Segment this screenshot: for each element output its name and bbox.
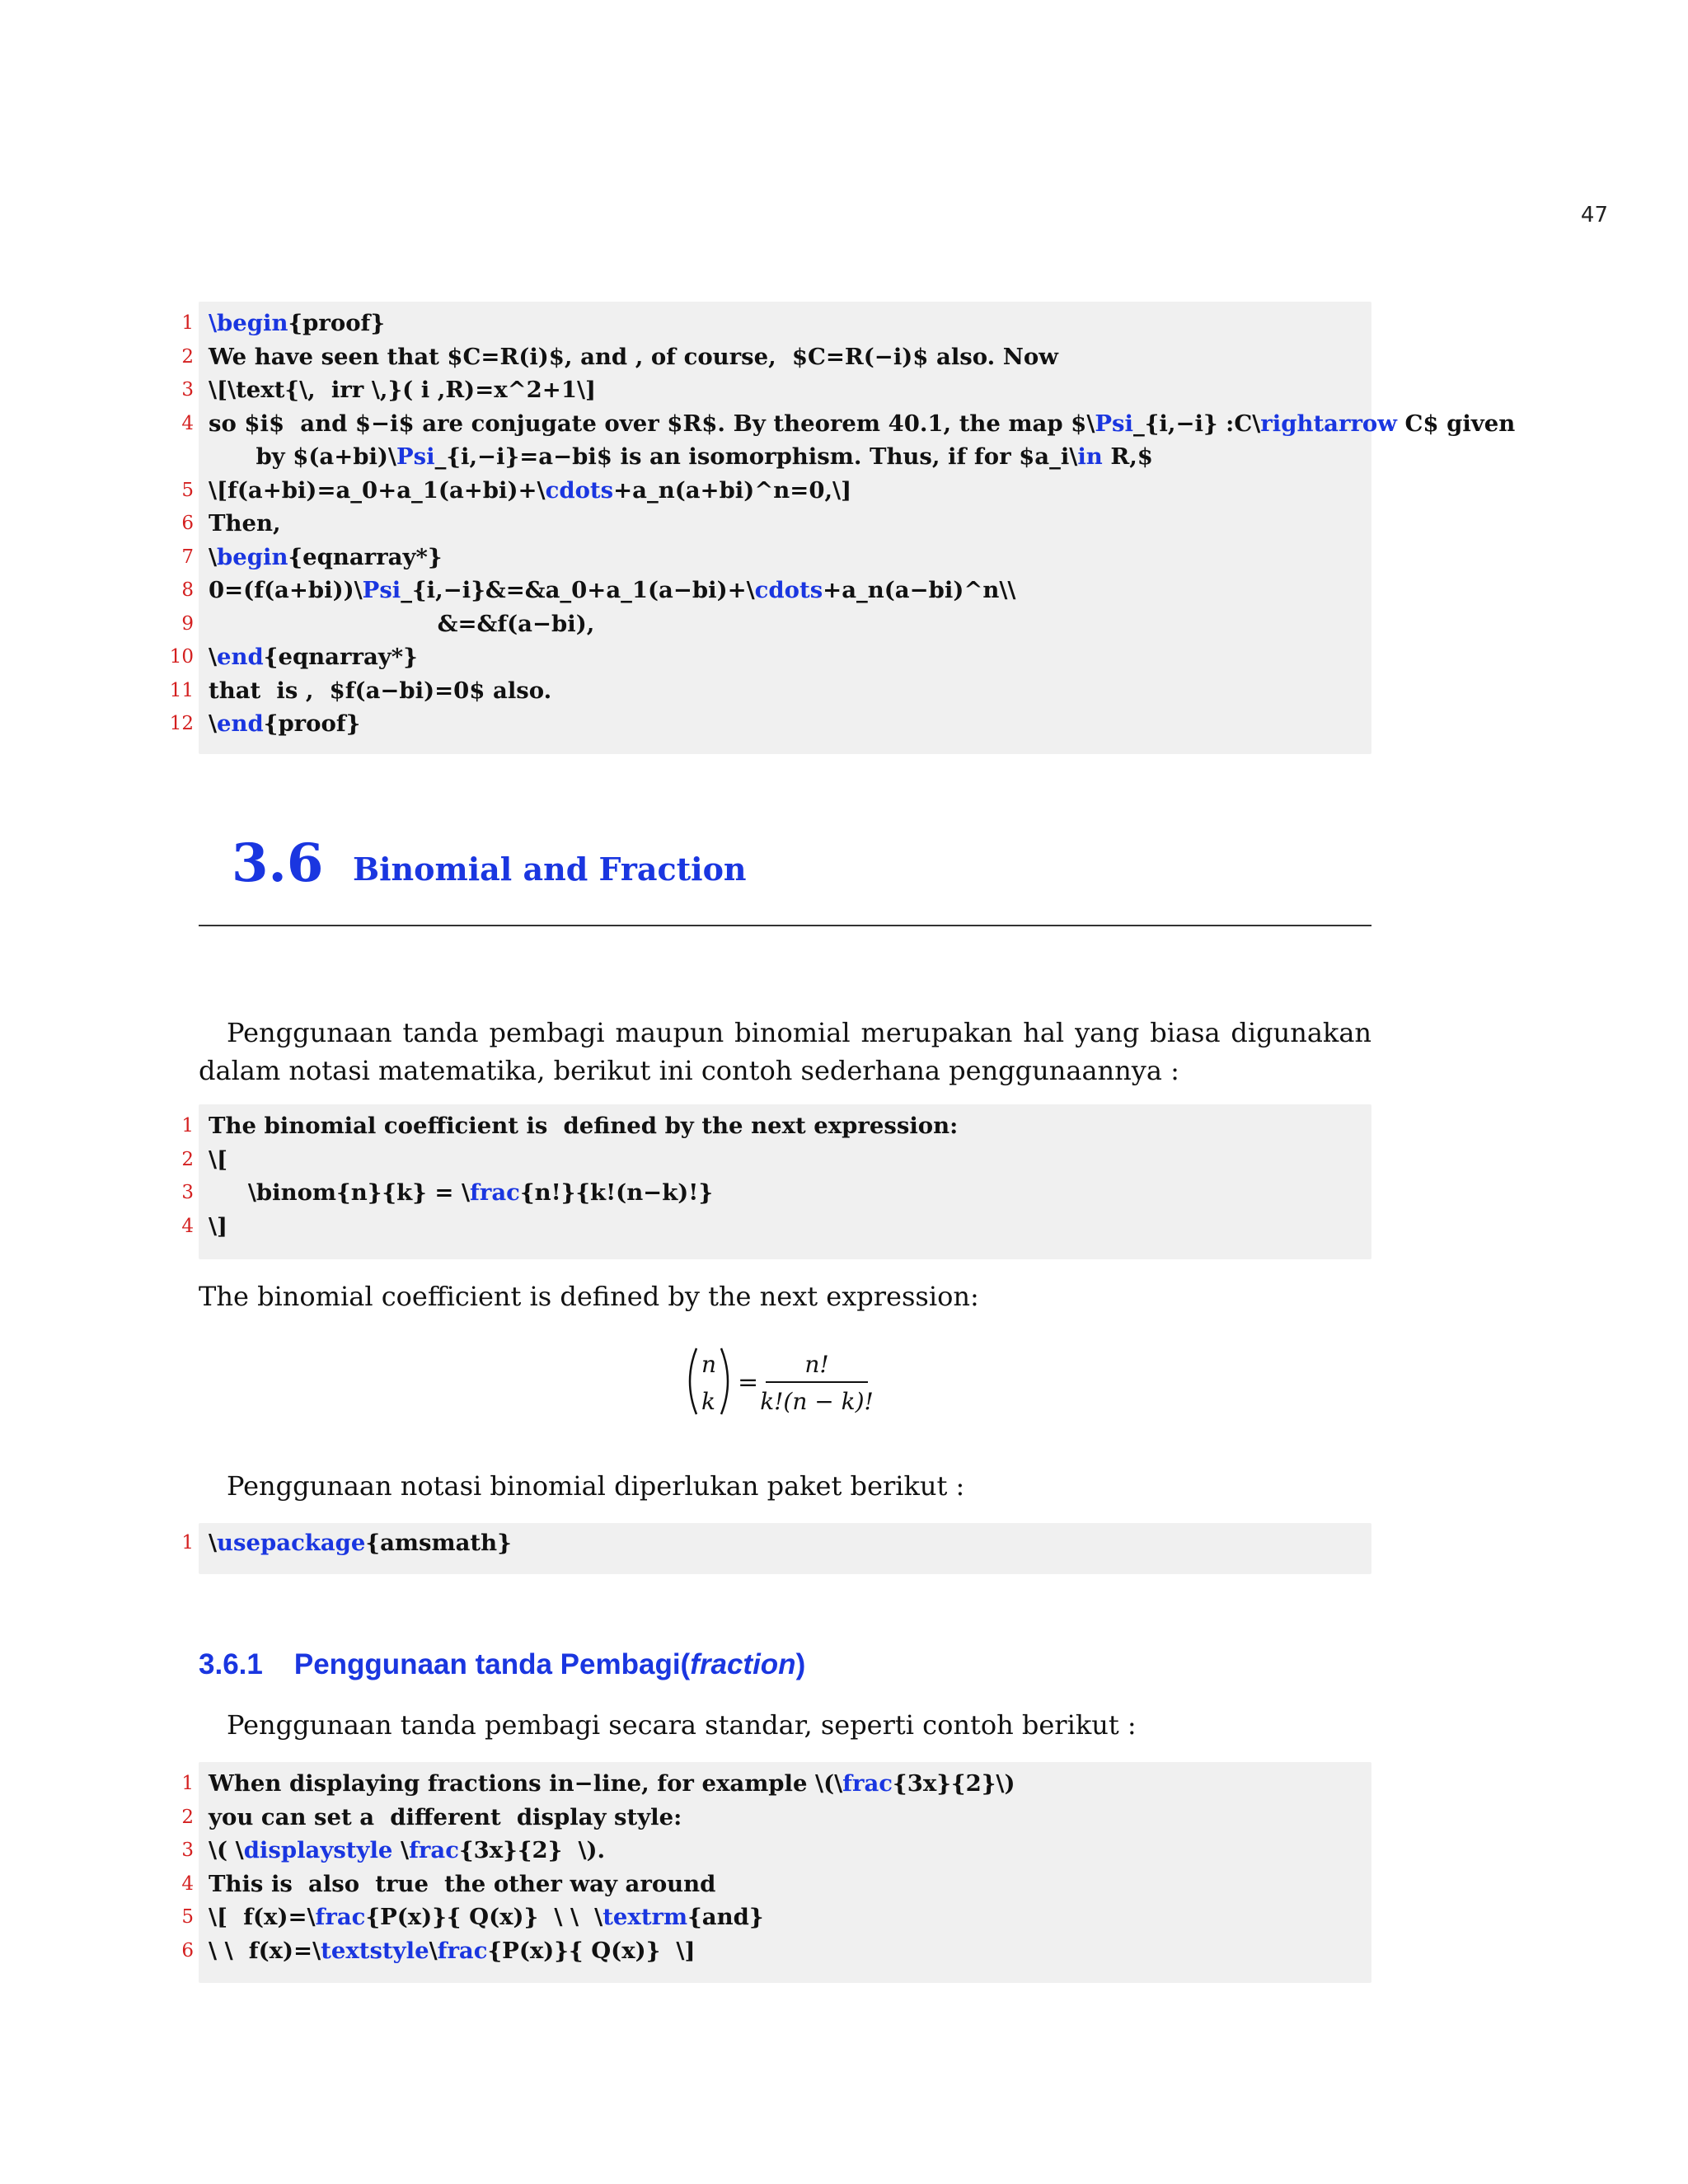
code-text: \( \displaystyle \frac{3x}{2} \). xyxy=(209,1837,606,1863)
line-number: 4 xyxy=(181,412,194,434)
code-line xyxy=(181,1210,1372,1244)
code-line xyxy=(181,373,1372,407)
code-text: so $i$ and $−i$ are conjugate over $R$. By theorem 40.1, the map $\Psi_{i,−i} :C\rightarrow C$ given xyxy=(209,410,1516,437)
code-listing-usepackage xyxy=(181,1523,1372,1574)
code-text: \begin{proof} xyxy=(209,310,386,336)
code-text: you can set a different display style: xyxy=(209,1803,682,1830)
subsection-heading xyxy=(199,1648,805,1681)
line-number: 5 xyxy=(181,1906,194,1928)
binomial-formula-graphic xyxy=(685,1343,899,1426)
line-number: 7 xyxy=(181,546,194,568)
code-listing-fraction xyxy=(181,1762,1372,1983)
equals-sign: = xyxy=(738,1368,759,1397)
code-text: \begin{eqnarray*} xyxy=(209,543,443,570)
code-line xyxy=(169,707,1372,741)
subsection-title-italic: fraction xyxy=(690,1648,796,1680)
code-line xyxy=(181,1801,1372,1835)
left-paren xyxy=(690,1348,696,1414)
line-number: 6 xyxy=(181,513,194,534)
code-line xyxy=(181,474,1372,508)
code-line xyxy=(169,640,1372,674)
code-text: Then, xyxy=(209,510,281,537)
section-rule xyxy=(199,925,1372,926)
code-line xyxy=(181,1526,1372,1560)
code-line xyxy=(181,607,1372,641)
code-text: \[f(a+bi)=a_0+a_1(a+bi)+\cdots+a_n(a+bi)^n=0,\] xyxy=(209,476,852,504)
binomial-formula xyxy=(685,1343,899,1426)
package-paragraph: Penggunaan notasi binomial diperlukan paket berikut : xyxy=(227,1470,965,1502)
code-line xyxy=(181,340,1372,374)
code-line xyxy=(181,307,1372,340)
code-listing-binomial xyxy=(181,1104,1372,1259)
line-number: 2 xyxy=(181,1148,194,1170)
code-text: The binomial coefficient is defined by the next expression: xyxy=(209,1113,959,1139)
subsection-title-end: ) xyxy=(795,1648,806,1680)
line-number: 8 xyxy=(181,579,194,601)
code-line xyxy=(181,1767,1372,1801)
code-text: This is also true the other way around xyxy=(209,1870,716,1897)
code-text: \ \ f(x)=\textstyle\frac{P(x)}{ Q(x)} \] xyxy=(209,1937,696,1964)
page-number: 47 xyxy=(1580,203,1608,227)
fraction-denominator: k!(n − k)! xyxy=(760,1388,874,1415)
intro-paragraph: Penggunaan tanda pembagi maupun binomial merupakan hal yang biasa digunakan dalam notasi matematika, berikut ini contoh sederhana penggunaannya : xyxy=(199,1017,1372,1086)
line-number: 9 xyxy=(181,612,194,635)
binomial-text: The binomial coefficient is defined by the next expression: xyxy=(199,1281,979,1312)
code-line xyxy=(181,1109,1372,1143)
code-text: \] xyxy=(209,1212,228,1240)
right-paren xyxy=(721,1348,728,1414)
line-number: 3 xyxy=(181,1840,194,1861)
code-text: &=&f(a−bi), xyxy=(209,610,595,637)
subsection-number: 3.6.1 xyxy=(199,1648,263,1680)
code-text: \binom{n}{k} = \frac{n!}{k!(n−k)!} xyxy=(209,1179,714,1206)
code-text: When displaying fractions in−line, for example \(\frac{3x}{2}\) xyxy=(209,1770,1015,1797)
line-number: 11 xyxy=(169,679,194,701)
code-text: \[ xyxy=(209,1146,228,1173)
code-listing-proof xyxy=(169,302,1516,754)
code-line xyxy=(181,1834,1372,1868)
code-line xyxy=(181,1868,1372,1901)
code-text: \end{proof} xyxy=(209,710,361,737)
line-number: 4 xyxy=(181,1872,194,1895)
code-line xyxy=(181,1900,1372,1934)
binom-bottom: k xyxy=(701,1388,715,1415)
line-number: 3 xyxy=(181,1182,194,1203)
subsection-title: Penggunaan tanda Pembagi( xyxy=(293,1648,691,1680)
code-line xyxy=(181,1143,1372,1177)
code-text: 0=(f(a+bi))\Psi_{i,−i}&=&a_0+a_1(a−bi)+\cdots+a_n(a−bi)^n\\ xyxy=(209,577,1016,603)
code-line xyxy=(181,407,1516,441)
code-text: \end{eqnarray*} xyxy=(209,644,418,670)
code-line xyxy=(181,1176,1372,1210)
code-line xyxy=(181,541,1372,574)
line-number: 3 xyxy=(181,379,194,401)
code-text: that is , $f(a−bi)=0$ also. xyxy=(209,677,552,704)
code-text: \[ f(x)=\frac{P(x)}{ Q(x)} \ \ \textrm{and} xyxy=(209,1904,764,1930)
code-line xyxy=(181,574,1372,607)
code-line xyxy=(181,1934,1372,1968)
line-number: 1 xyxy=(181,1532,194,1554)
line-number: 1 xyxy=(181,1773,194,1794)
line-number: 6 xyxy=(181,1939,194,1961)
line-number: 4 xyxy=(181,1215,194,1237)
code-text: \[\text{\, irr \,}( i ,R)=x^2+1\] xyxy=(209,377,597,403)
fraction-paragraph: Penggunaan tanda pembagi secara standar, seperti contoh berikut : xyxy=(227,1709,1137,1741)
code-text: We have seen that $C=R(i)$, and , of course, $C=R(−i)$ also. Now xyxy=(209,343,1058,370)
line-number: 1 xyxy=(181,312,194,334)
code-text: \usepackage{amsmath} xyxy=(209,1530,512,1556)
line-number: 12 xyxy=(169,713,194,734)
code-line xyxy=(181,507,1372,541)
fraction-numerator: n! xyxy=(804,1351,829,1378)
code-line xyxy=(169,674,1372,708)
section-title: Binomial and Fraction xyxy=(353,851,747,888)
line-number: 10 xyxy=(169,646,194,668)
code-text: by $(a+bi)\Psi_{i,−i}=a−bi$ is an isomorphism. Thus, if for $a_i\in R,$ xyxy=(209,443,1153,470)
code-line xyxy=(199,440,1372,474)
line-number: 2 xyxy=(181,1806,194,1828)
line-number: 1 xyxy=(181,1115,194,1137)
section-number: 3.6 xyxy=(232,832,324,894)
line-number: 5 xyxy=(181,479,194,501)
binom-top: n xyxy=(701,1351,717,1378)
line-number: 2 xyxy=(181,345,194,368)
